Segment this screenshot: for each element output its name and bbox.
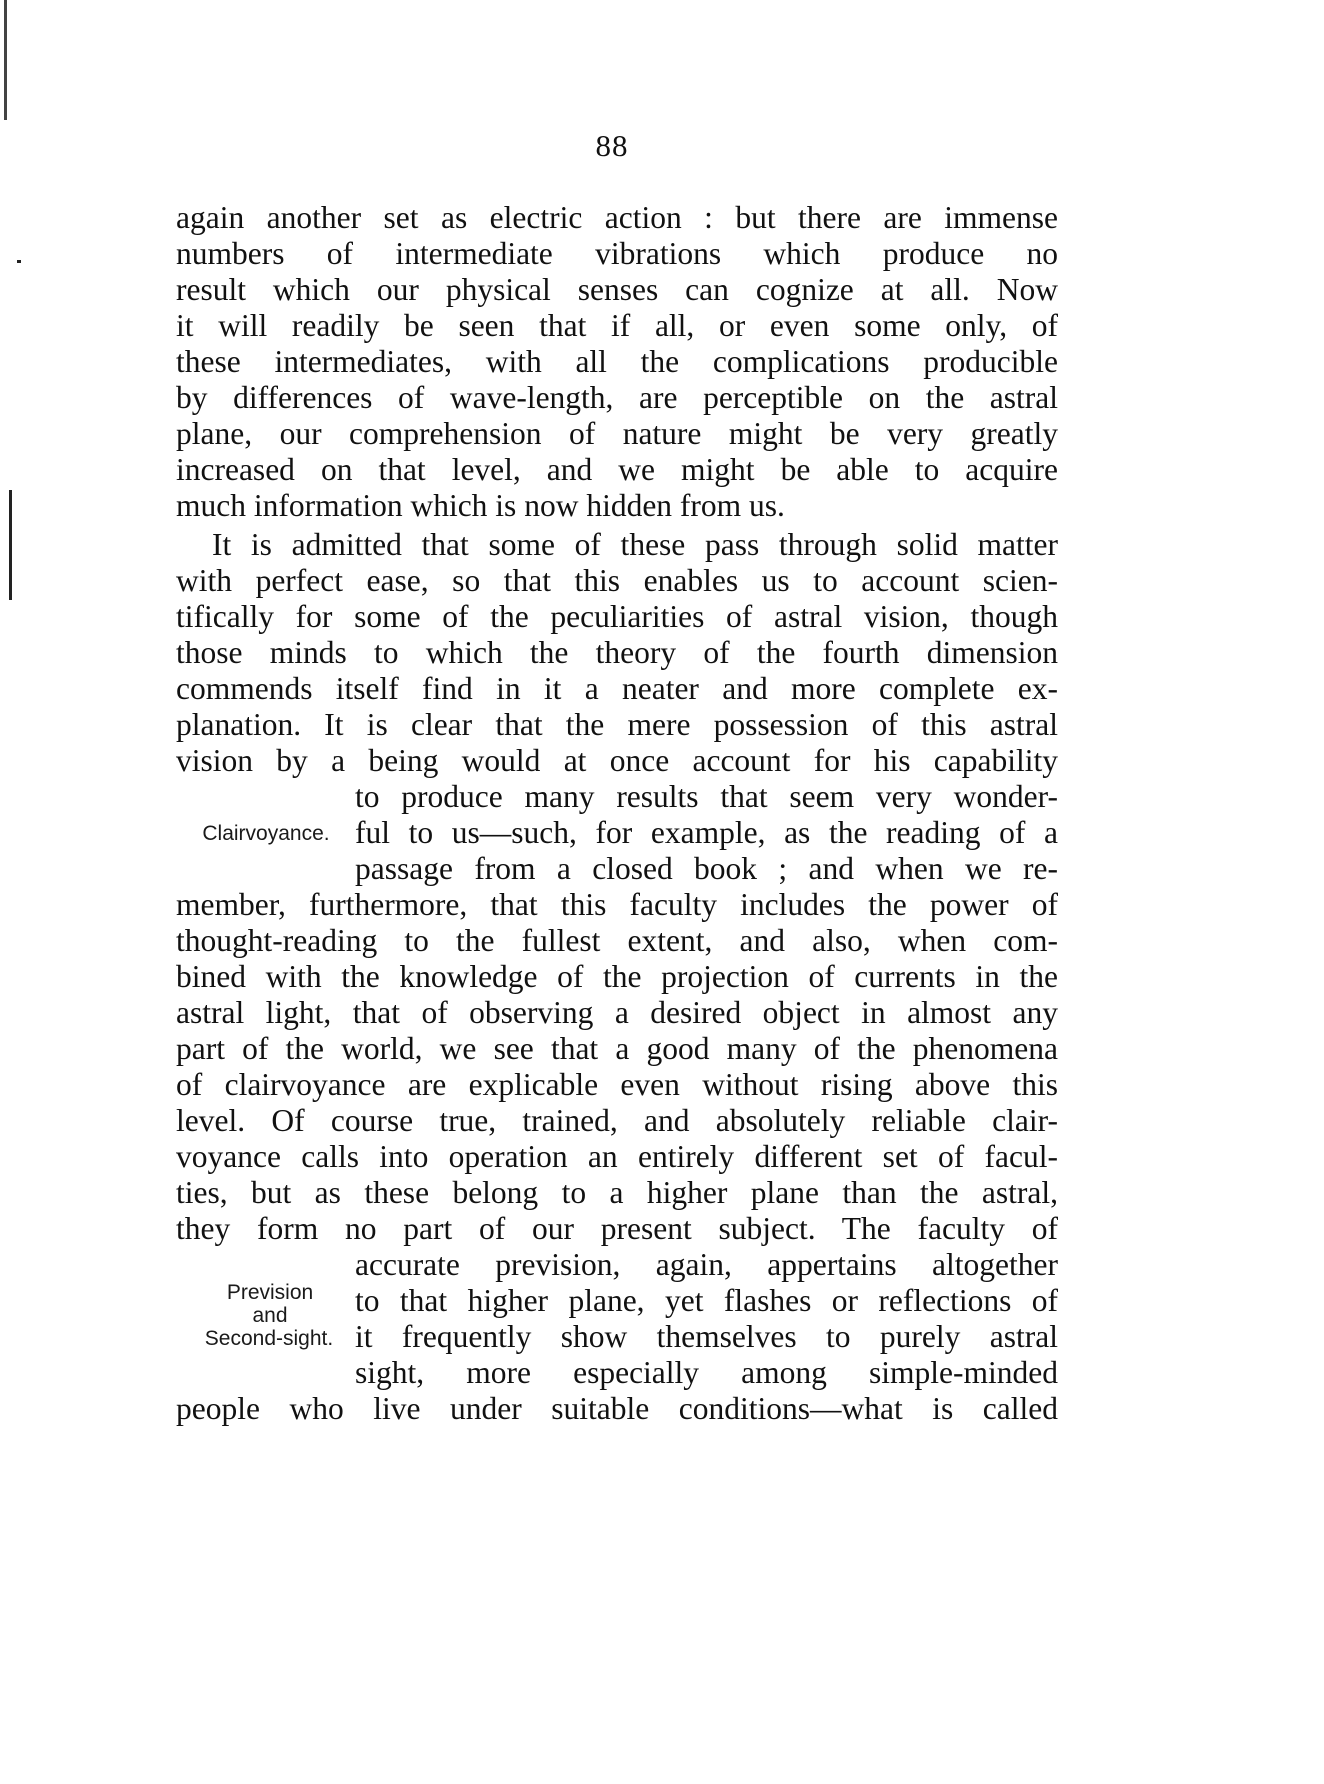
- scan-edge-mark: [9, 490, 12, 600]
- sidenote-and: and: [252, 1304, 288, 1327]
- page-number: 88: [595, 128, 629, 163]
- text-line: accurate prevision, again, appertains altogether: [355, 1247, 1058, 1282]
- text-line: ties, but as these belong to a higher plane than the astral,: [176, 1175, 1058, 1210]
- text-line: numbers of intermediate vibrations which produce no: [176, 236, 1058, 271]
- text-line: increased on that level, and we might be able to acquire: [176, 452, 1058, 487]
- text-line: vision by a being would at once account for his capability: [176, 743, 1058, 778]
- sidenote-second-sight: Second-sight.: [204, 1327, 334, 1350]
- text-line: thought-reading to the fullest extent, and also, when com-: [176, 923, 1058, 958]
- text-line: again another set as electric action : but there are immense: [176, 200, 1058, 235]
- text-line: tifically for some of the peculiarities of astral vision, though: [176, 599, 1058, 634]
- text-line: level. Of course true, trained, and absolutely reliable clair-: [176, 1103, 1058, 1138]
- text-line: these intermediates, with all the complications producible: [176, 344, 1058, 379]
- text-line: ful to us—such, for example, as the reading of a: [355, 815, 1058, 850]
- text-line: to that higher plane, yet flashes or reflections of: [355, 1283, 1058, 1318]
- text-line: commends itself find in it a neater and more complete ex-: [176, 671, 1058, 706]
- text-line: those minds to which the theory of the fourth dimension: [176, 635, 1058, 670]
- text-line: member, furthermore, that this faculty includes the power of: [176, 887, 1058, 922]
- text-line: sight, more especially among simple-minded: [355, 1355, 1058, 1390]
- sidenote-prevision: Prevision: [226, 1281, 314, 1304]
- text-line: passage from a closed book ; and when we re-: [355, 851, 1058, 886]
- text-line: astral light, that of observing a desired object in almost any: [176, 995, 1058, 1030]
- text-line: plane, our comprehension of nature might be very greatly: [176, 416, 1058, 451]
- text-line: people who live under suitable conditions—what is called: [176, 1391, 1058, 1426]
- text-line: with perfect ease, so that this enables us to account scien-: [176, 563, 1058, 598]
- text-line: by differences of wave-length, are perceptible on the astral: [176, 380, 1058, 415]
- text-line: voyance calls into operation an entirely different set of facul-: [176, 1139, 1058, 1174]
- paragraph-start-line: It is admitted that some of these pass through solid matter: [212, 527, 1058, 562]
- sidenote-clairvoyance: Clairvoyance.: [202, 822, 330, 845]
- text-line: much information which is now hidden from us.: [176, 488, 785, 523]
- text-line: planation. It is clear that the mere possession of this astral: [176, 707, 1058, 742]
- text-line: they form no part of our present subject. The faculty of: [176, 1211, 1058, 1246]
- text-line: it will readily be seen that if all, or even some only, of: [176, 308, 1058, 343]
- text-line: part of the world, we see that a good many of the phenomena: [176, 1031, 1058, 1066]
- text-line: result which our physical senses can cognize at all. Now: [176, 272, 1058, 307]
- scan-edge-mark: [4, 0, 7, 120]
- text-line: bined with the knowledge of the projection of currents in the: [176, 959, 1058, 994]
- text-line: it frequently show themselves to purely astral: [355, 1319, 1058, 1354]
- text-line: of clairvoyance are explicable even without rising above this: [176, 1067, 1058, 1102]
- scan-speck: [17, 260, 21, 263]
- text-line: to produce many results that seem very wonder-: [355, 779, 1058, 814]
